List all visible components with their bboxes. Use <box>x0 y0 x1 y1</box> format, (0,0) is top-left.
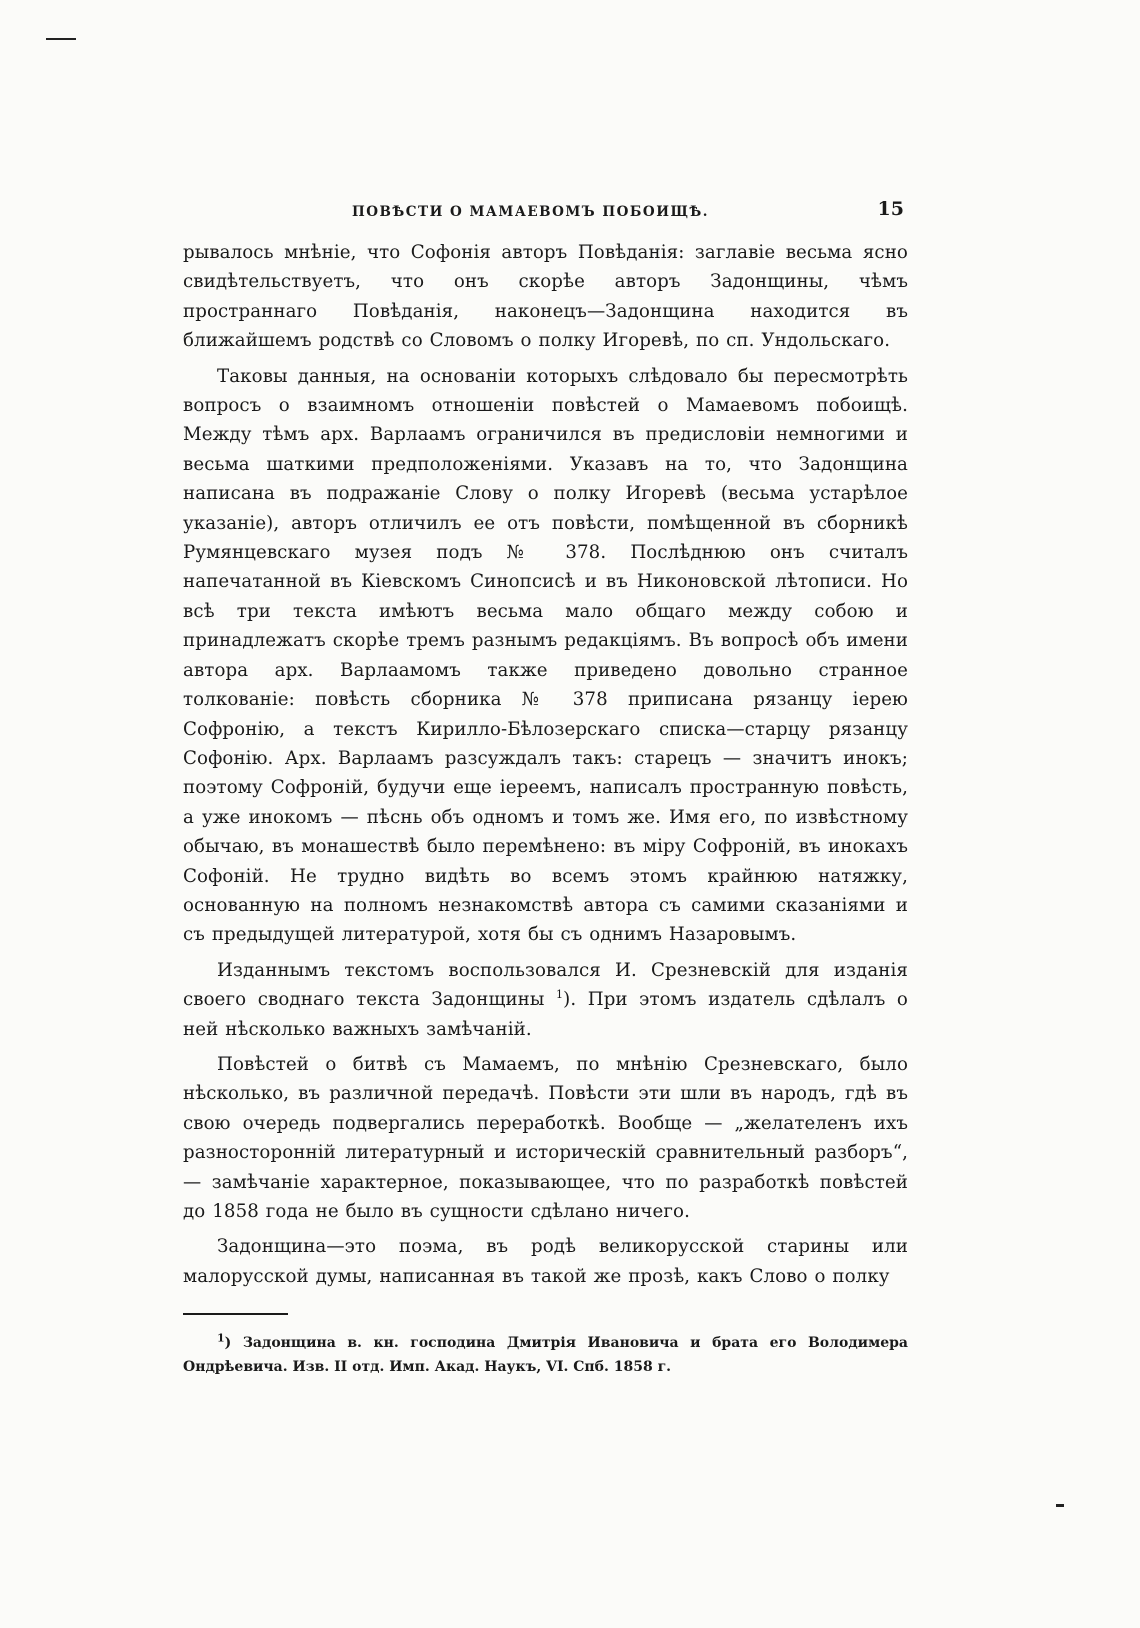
footnote-marker: 1 <box>217 1331 225 1345</box>
footnote-text: ) Задонщина в. кн. господина Дмитрія Ивановича и брата его Володимера Ондрѣевича. Изв. II отд. Имп. Акад. Наукъ, VI. Спб. 1858 г. <box>183 1335 908 1376</box>
footnote-rule <box>183 1313 288 1315</box>
scan-edge-mark-top <box>46 38 76 40</box>
book-page <box>183 198 908 1379</box>
paragraph-3 <box>183 956 908 1044</box>
paragraph-3-start: Изданнымъ текстомъ воспользовался И. Срезневскій для изданія своего своднаго текста Задонщины <box>183 959 908 1011</box>
paragraph-2: Таковы данныя, на основаніи которыхъ слѣдовало бы пересмотрѣть вопросъ о взаимномъ отношеніи повѣстей о Мамаевомъ побоищѣ. Между тѣмъ арх. Варлаамъ ограничился въ предисловіи немногими и весьма шаткими предположеніями. Указавъ на то, что Задонщина написана въ подражаніе Слову о полку Игоревѣ (весьма устарѣлое указаніе), авторъ отличилъ ее отъ повѣсти, помѣщенной въ сборникѣ Румянцевскаго музея подъ № 378. Послѣднюю онъ считалъ напечатанной въ Кіевскомъ Синопсисѣ и въ Никоновской лѣтописи. Но всѣ три текста имѣютъ весьма мало общаго между собою и принадлежатъ скорѣе тремъ разнымъ редакціямъ. Въ вопросѣ объ имени автора арх. Варлаамомъ также приведено довольно странное толкованіе: повѣсть сборника № 378 приписана рязанцу іерею Софронію, а текстъ Кирилло-Бѣлозерскаго списка—старцу рязанцу Софонію. Арх. Варлаамъ разсуждалъ такъ: старецъ — значитъ инокъ; поэтому Софроній, будучи еще іереемъ, написалъ пространную повѣсть, а уже инокомъ — пѣснь объ одномъ и томъ же. Имя его, по извѣстному обычаю, въ монашествѣ было перемѣнено: въ міру Софроній, въ инокахъ Софоній. Не трудно видѣть во всемъ этомъ крайнюю натяжку, основанную на полномъ незнакомствѣ автора съ самими сказаніями и съ предыдущей литературой, хотя бы съ однимъ Назаровымъ. <box>183 365 908 946</box>
footnote-ref: 1 <box>556 988 564 1002</box>
running-head <box>183 198 908 230</box>
paragraph-5: Задонщина—это поэма, въ родѣ великорусской старины или малорусской думы, написанная въ такой же прозѣ, какъ Слово о полку <box>183 1236 908 1287</box>
paragraph-4: Повѣстей о битвѣ съ Мамаемъ, по мнѣнію Срезневскаго, было нѣсколько, въ различной передачѣ. Повѣсти эти шли въ народъ, гдѣ въ свою очередь подвергались переработкѣ. Вообще — „желателенъ ихъ разносторонній литературный и историческій сравнительный разборъ“, — замѣчаніе характерное, показывающее, что по разработкѣ повѣстей до 1858 года не было въ сущности сдѣлано ничего. <box>183 1053 908 1222</box>
body-text <box>183 238 908 1291</box>
paragraph-3-end: ). При этомъ издатель сдѣлалъ о ней нѣсколько важныхъ замѣчаній. <box>183 989 908 1040</box>
running-title: ПОВѢСТИ О МАМАЕВОМЪ ПОБОИЩѢ. <box>351 204 709 220</box>
footnote <box>183 1331 908 1379</box>
scan-edge-mark-bottom <box>1056 1504 1064 1507</box>
paragraph-1: рывалось мнѣніе, что Софонія авторъ Повѣданія: заглавіе весьма ясно свидѣтельствуетъ, что онъ скорѣе авторъ Задонщины, чѣмъ пространнаго Повѣданія, наконецъ—Задонщина находится въ ближайшемъ родствѣ со Словомъ о полку Игоревѣ, по сп. Ундольскаго. <box>183 242 908 352</box>
page-number: 15 <box>877 198 904 220</box>
